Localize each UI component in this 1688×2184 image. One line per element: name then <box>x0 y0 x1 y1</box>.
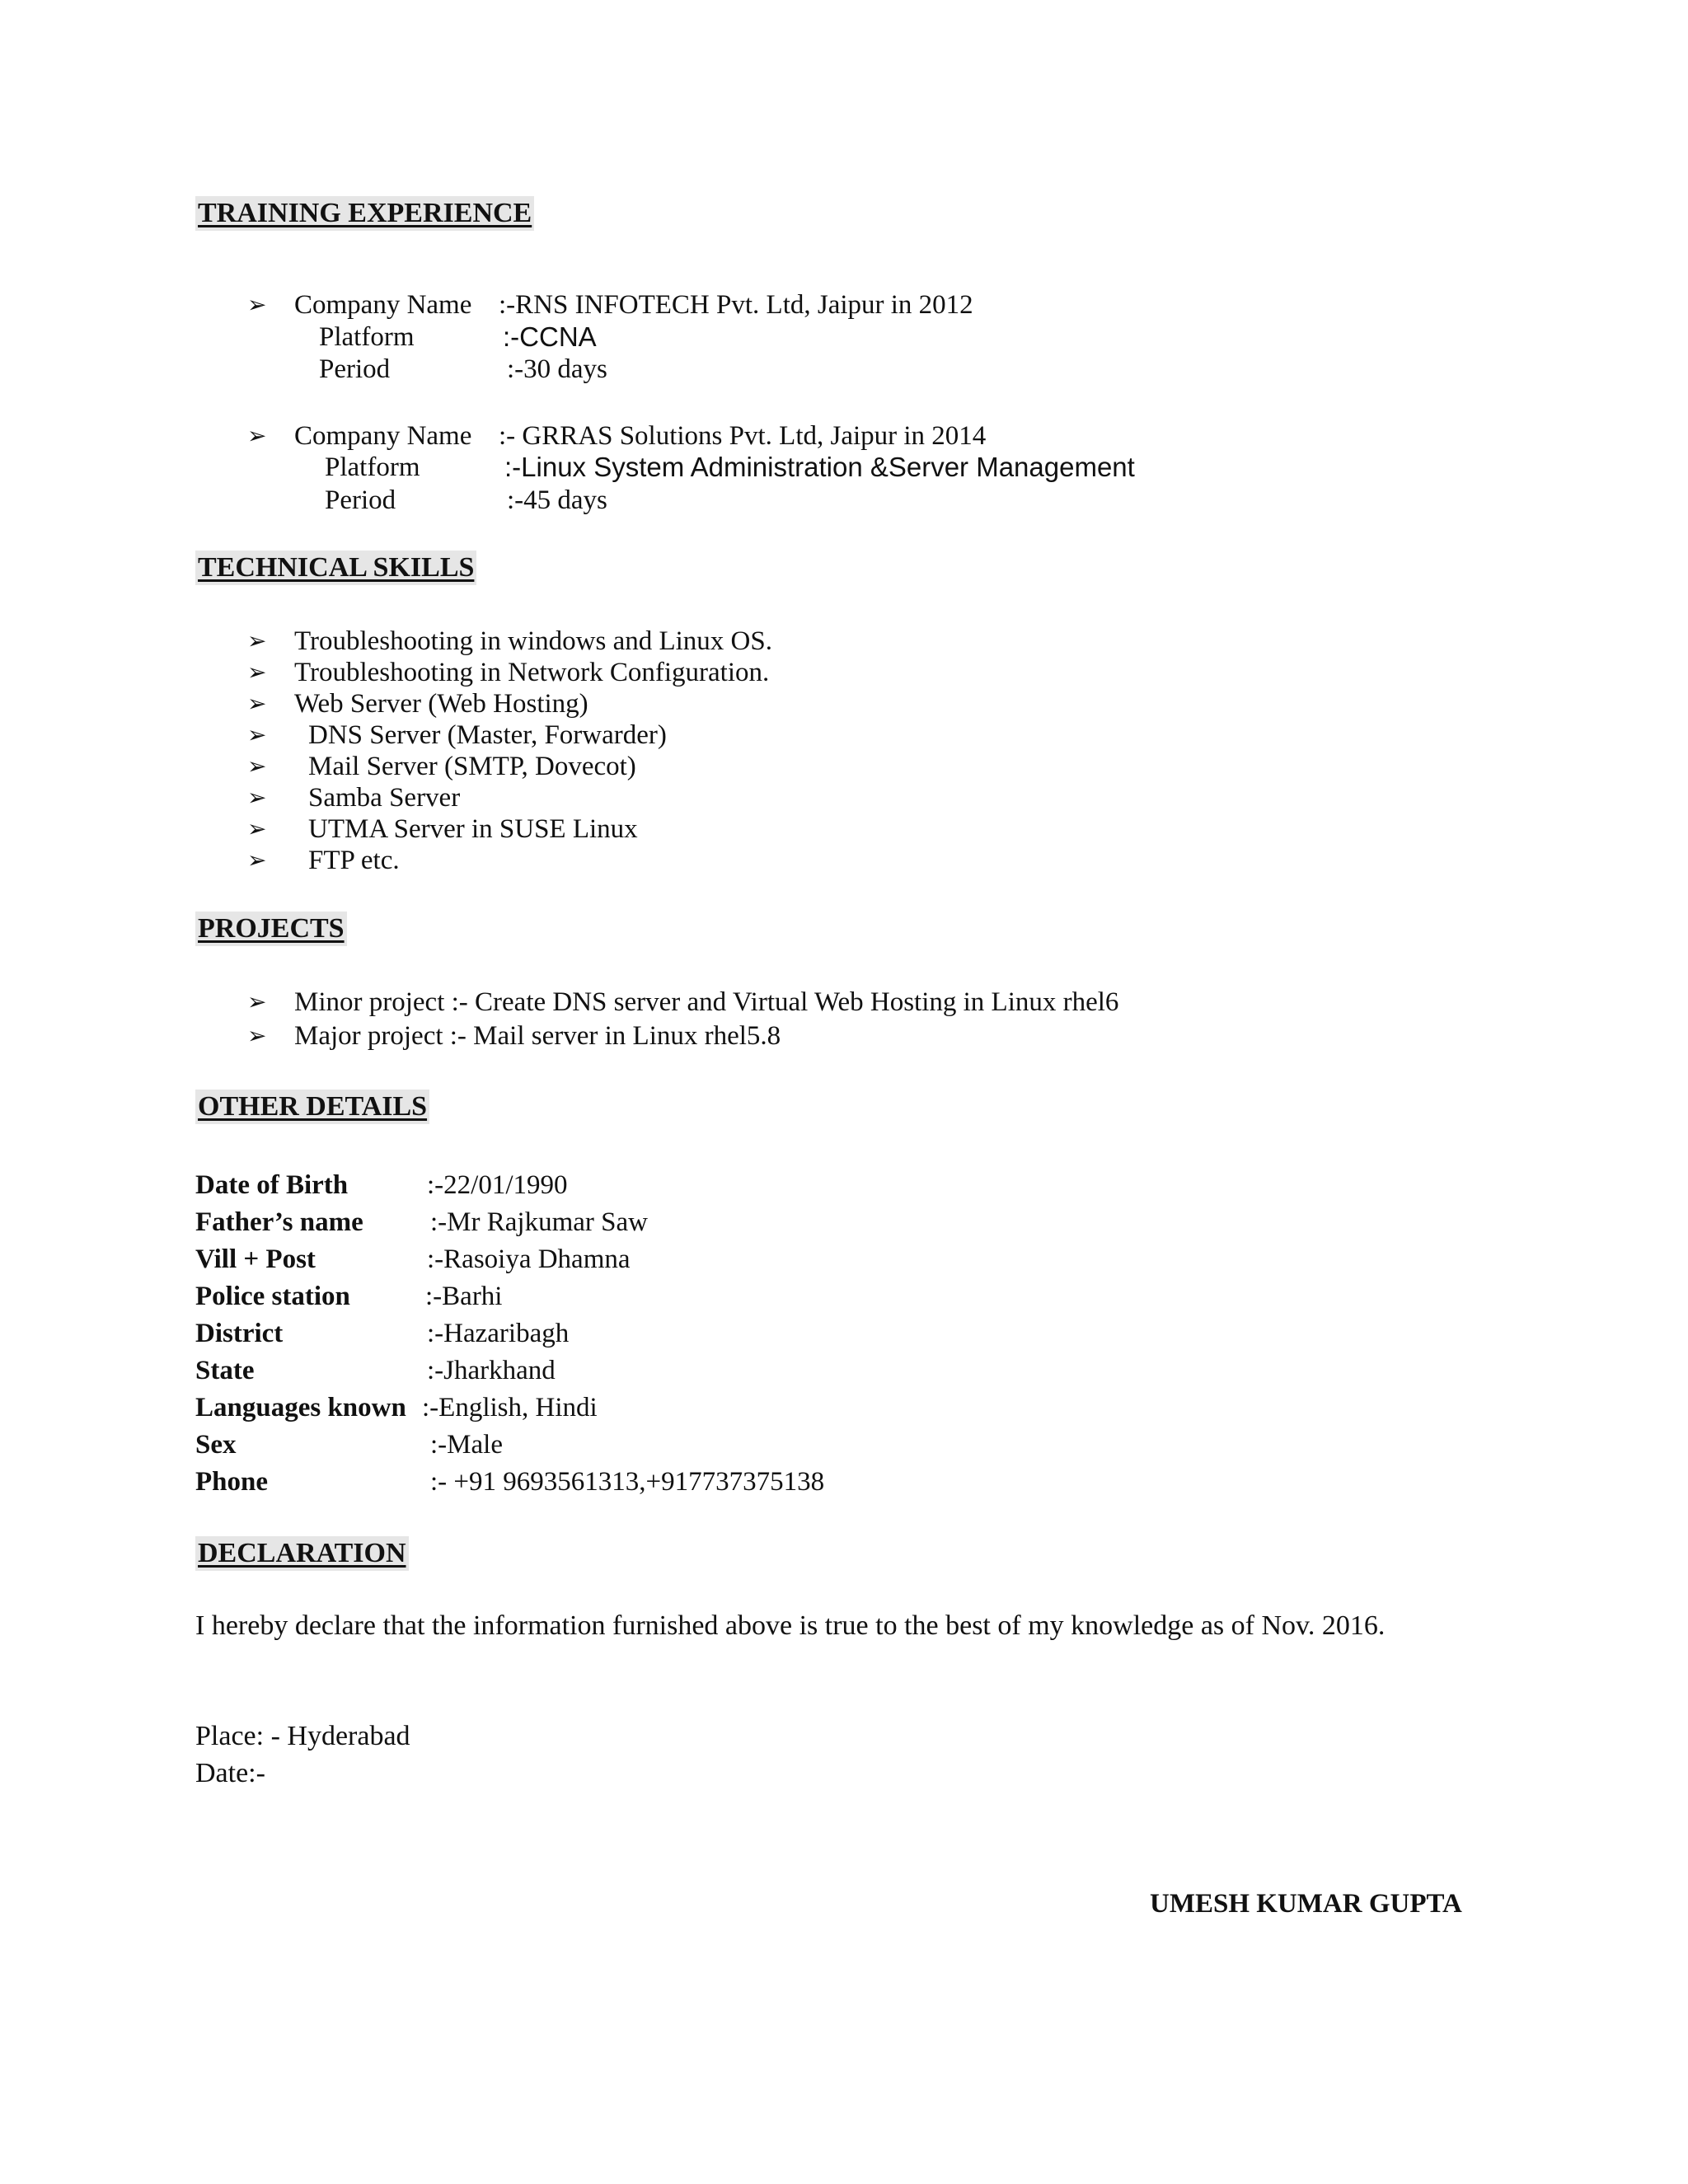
platform-value: :-Linux System Administration &Server Management <box>504 452 1135 482</box>
company-value: :-RNS INFOTECH Pvt. Ltd, Jaipur in 2012 <box>499 290 973 320</box>
company-label: Company Name <box>294 290 472 320</box>
list-item: Samba Server <box>308 783 461 813</box>
bullet-arrow-icon: ➢ <box>247 752 267 780</box>
signature-name: UMESH KUMAR GUPTA <box>1150 1889 1462 1919</box>
period-value: :-45 days <box>507 485 607 515</box>
period-value: :-30 days <box>507 354 607 384</box>
detail-value: :-Hazaribagh <box>427 1319 570 1348</box>
detail-label: Vill + Post <box>195 1244 316 1274</box>
detail-value: :-22/01/1990 <box>427 1170 568 1200</box>
list-item: DNS Server (Master, Forwarder) <box>308 720 667 750</box>
bullet-arrow-icon: ➢ <box>247 721 267 748</box>
declaration-text: I hereby declare that the information furnished above is true to the best of my knowledge as of Nov. 2016. <box>195 1610 1386 1641</box>
list-item: FTP etc. <box>308 846 400 875</box>
detail-label: State <box>195 1356 255 1385</box>
bullet-arrow-icon: ➢ <box>247 784 267 811</box>
list-item: Minor project :- Create DNS server and Virtual Web Hosting in Linux rhel6 <box>294 987 1119 1017</box>
place-line: Place: - Hyderabad <box>195 1721 410 1751</box>
date-line: Date:- <box>195 1758 265 1788</box>
other-details-heading: OTHER DETAILS <box>195 1090 429 1124</box>
period-label: Period <box>325 485 396 515</box>
detail-value: :-Jharkhand <box>427 1356 556 1385</box>
list-item: UTMA Server in SUSE Linux <box>308 814 638 844</box>
platform-value: :-CCNA <box>503 321 597 352</box>
list-item: Troubleshooting in Network Configuration. <box>294 658 770 687</box>
detail-label: District <box>195 1319 284 1348</box>
bullet-arrow-icon: ➢ <box>247 1022 267 1049</box>
detail-value: :-Mr Rajkumar Saw <box>430 1207 648 1237</box>
detail-label: Sex <box>195 1430 237 1460</box>
training-heading: TRAINING EXPERIENCE <box>195 196 534 231</box>
bullet-arrow-icon: ➢ <box>247 291 267 318</box>
bullet-arrow-icon: ➢ <box>247 627 267 654</box>
bullet-arrow-icon: ➢ <box>247 846 267 874</box>
detail-label: Phone <box>195 1467 269 1497</box>
bullet-arrow-icon: ➢ <box>247 988 267 1015</box>
bullet-arrow-icon: ➢ <box>247 815 267 842</box>
projects-heading: PROJECTS <box>195 912 347 946</box>
detail-label: Date of Birth <box>195 1170 349 1200</box>
detail-label: Languages known <box>195 1393 406 1422</box>
detail-label: Father’s name <box>195 1207 363 1237</box>
list-item: Major project :- Mail server in Linux rhel5.8 <box>294 1021 781 1051</box>
skills-heading: TECHNICAL SKILLS <box>195 551 476 585</box>
platform-label: Platform <box>325 452 420 482</box>
detail-value: :-English, Hindi <box>422 1393 598 1422</box>
detail-label: Police station <box>195 1282 350 1311</box>
company-value: :- GRRAS Solutions Pvt. Ltd, Jaipur in 2014 <box>499 421 987 451</box>
detail-value: :- +91 9693561313,+917737375138 <box>430 1467 825 1497</box>
period-label: Period <box>319 354 391 384</box>
company-label: Company Name <box>294 421 472 451</box>
detail-value: :-Male <box>430 1430 503 1460</box>
platform-label: Platform <box>319 322 415 352</box>
bullet-arrow-icon: ➢ <box>247 690 267 717</box>
bullet-arrow-icon: ➢ <box>247 658 267 686</box>
declaration-heading: DECLARATION <box>195 1536 409 1571</box>
list-item: Troubleshooting in windows and Linux OS. <box>294 626 772 656</box>
list-item: Web Server (Web Hosting) <box>294 689 588 719</box>
detail-value: :-Rasoiya Dhamna <box>427 1244 631 1274</box>
list-item: Mail Server (SMTP, Dovecot) <box>308 752 636 781</box>
bullet-arrow-icon: ➢ <box>247 422 267 449</box>
detail-value: :-Barhi <box>425 1282 503 1311</box>
